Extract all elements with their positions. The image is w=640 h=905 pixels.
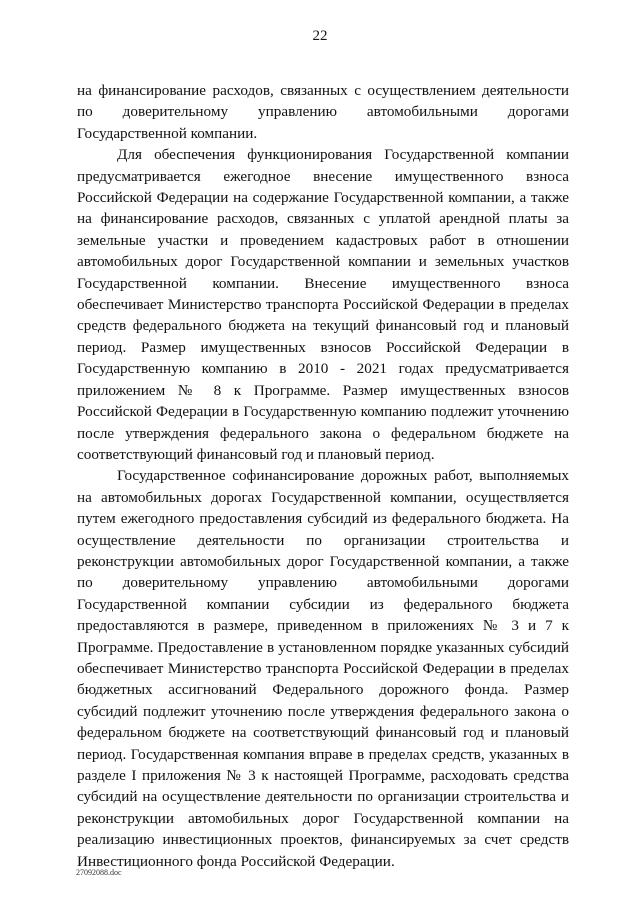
paragraph-continuation: на финансирование расходов, связанных с осуществлением деятельности по доверительному управлению автомобильными дорогами Государственной компании. bbox=[77, 82, 569, 142]
document-body bbox=[77, 80, 569, 872]
paragraph-property-contribution: Для обеспечения функционирования Государственной компании предусматривается ежегодное внесение имущественного взноса Российской Федерации на содержание Государственной компании, а также на финансирование расходов, связанных с уплатой арендной платы за земельные участки и проведением кадастровых работ в отношении автомобильных дорог Государственной компании и земельных участков Государственной компании. Внесение имущественного взноса обеспечивает Министерство транспорта Российской Федерации в пределах средств федерального бюджета на текущий финансовый год и плановый период. Размер имущественных взносов Российской Федерации в Государственную компанию в 2010 - 2021 годах предусматривается приложением № 8 к Программе. Размер имущественных взносов Российской Федерации в Государственную компанию подлежит уточнению после утверждения федерального закона о федеральном бюджете на соответствующий финансовый год и плановый период. bbox=[77, 146, 569, 463]
paragraph-cofinancing: Государственное софинансирование дорожных работ, выполняемых на автомобильных дорогах Государственной компании, осуществляется путем ежегодного предоставления субсидий из федерального бюджета. На осуществление деятельности по организации строительства и реконструкции автомобильных дорог Государственной компании, а также по доверительному управлению автомобильными дорогами Государственной компании субсидии из федерального бюджета предоставляются в размере, приведенном в приложениях № 3 и 7 к Программе. Предоставление в установленном порядке указанных субсидий обеспечивает Министерство транспорта Российской Федерации в пределах бюджетных ассигнований Федерального дорожного фонда. Размер субсидий подлежит уточнению после утверждения федерального закона о федеральном бюджете на соответствующий финансовый год и плановый период. Государственная компания вправе в пределах средств, указанных в разделе I приложения № 3 к настоящей Программе, расходовать средства субсидий на осуществление деятельности по организации строительства и реконструкции автомобильных дорог Государственной компании на реализацию инвестиционных проектов, финансируемых за счет средств Инвестиционного фонда Российской Федерации. bbox=[77, 467, 569, 870]
footer-filename: 27092088.doc bbox=[76, 868, 122, 877]
page-number: 22 bbox=[312, 28, 328, 44]
